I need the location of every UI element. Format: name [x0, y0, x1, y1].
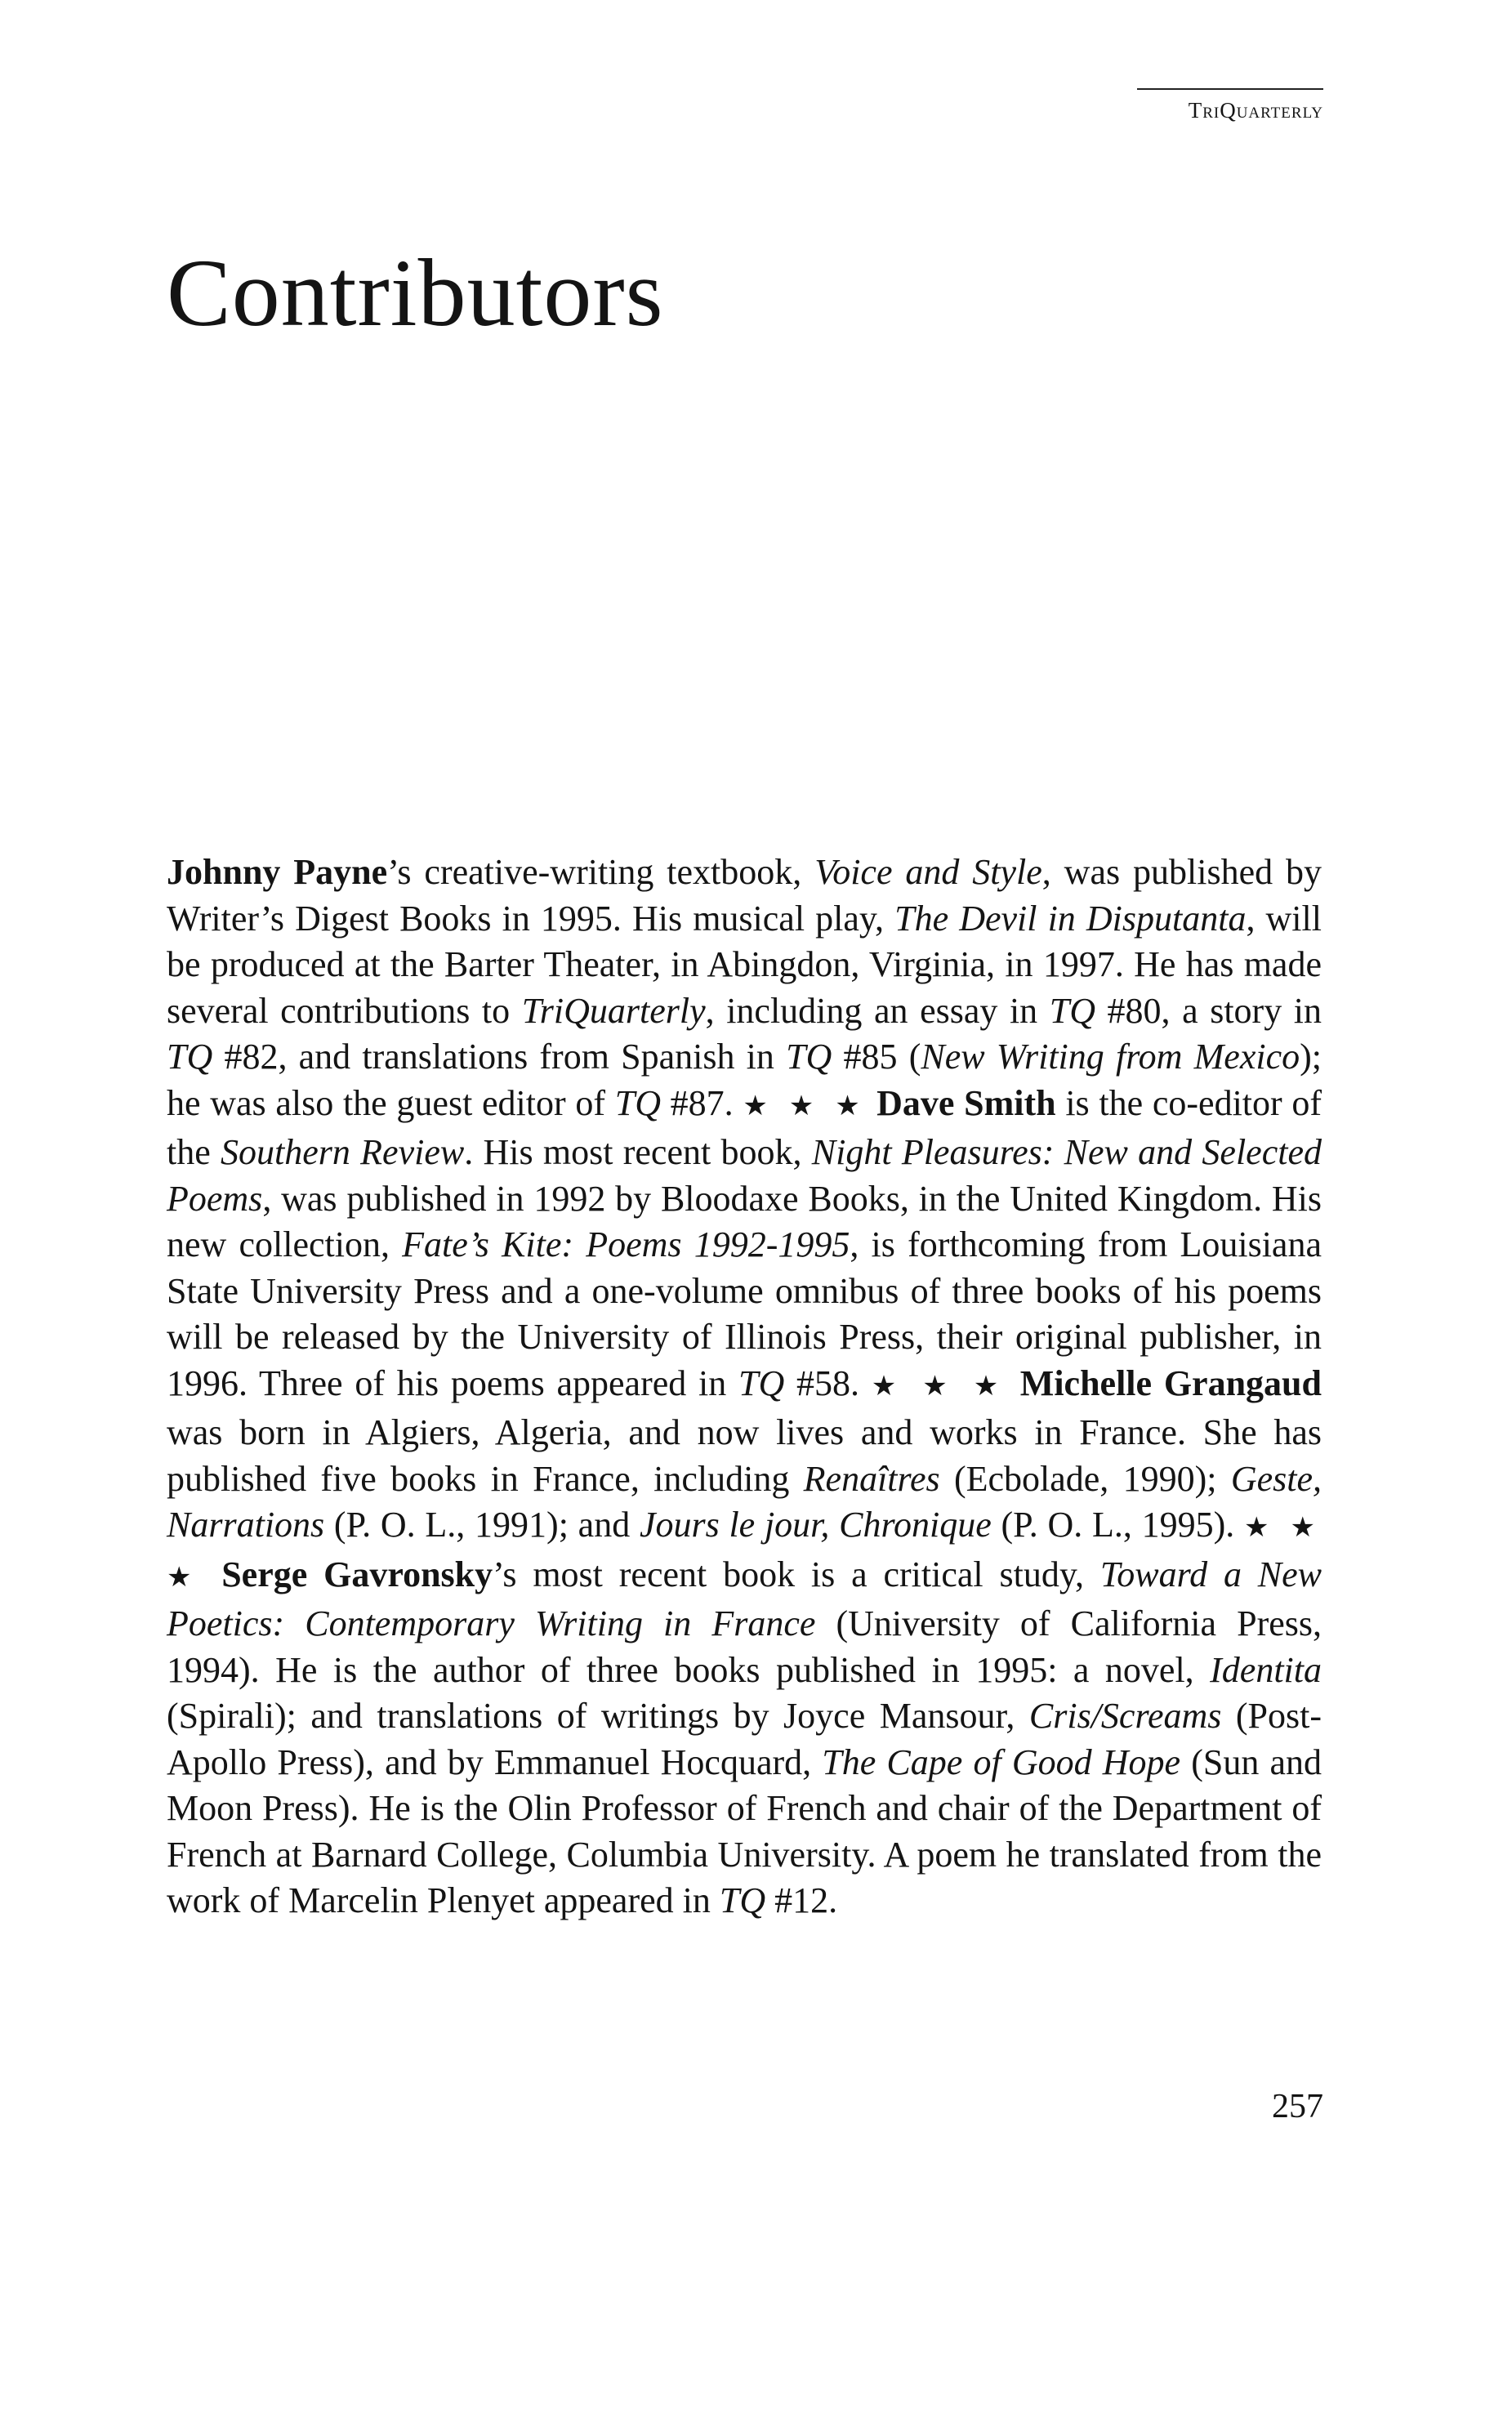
star-separator: ★ ★ ★ [871, 1371, 1009, 1402]
star-separator: ★ ★ ★ [743, 1090, 868, 1122]
star-separator: ★ ★ ★ [167, 1513, 1322, 1593]
entry-payne: Johnny Payne’s creative-writing textbook, Voice and Style, was published by Writer’s Digest Books in 1995. His musical play, The Devil in Disputanta, will be produced at the Barter Theater, in Abingdon, Virginia, in 1997. He has made several contributions to TriQuarterly, including an essay in TQ #80, a story in TQ #82, and translations from Spanish in TQ #85 (New Writing from Mexico); he was also the guest editor of TQ #87. [167, 852, 1322, 1123]
page-title: Contributors [167, 239, 664, 346]
contributor-name: Michelle Grangaud [1019, 1362, 1322, 1403]
contributors-text [167, 850, 1322, 1924]
entry-gavronsky: Serge Gavronsky’s most recent book is a critical study, Toward a New Poetics: Contemporary Writing in France (University of California Press, 1994). He is the author of three books published in 1995: a novel, Identita (Spirali); and translations of writings by Joyce Mansour, Cris/Screams (Post-Apollo Press), and by Emmanuel Hocquard, The Cape of Good Hope (Sun and Moon Press). He is the Olin Professor of French and chair of the Department of French at Barnard College, Columbia University. A poem he translated from the work of Marcelin Plenyet appeared in TQ #12. [167, 1554, 1322, 1920]
contributor-name: Johnny Payne [167, 852, 388, 892]
running-head: TriQuarterly [1137, 88, 1323, 123]
contributor-name: Serge Gavronsky [221, 1554, 493, 1594]
entry-smith: Dave Smith is the co-editor of the Southern Review. His most recent book, Night Pleasures: New and Selected Poems, was published in 1992 by Bloodaxe Books, in the United Kingdom. His new collection, Fate’s Kite: Poems 1992-1995, is forthcoming from Louisiana State University Press and a one-volume omnibus of three books of his poems will be released by the University of Illinois Press, their original publisher, in 1996. Three of his poems appeared in TQ #58. [167, 1082, 1322, 1403]
page-number: 257 [1272, 2088, 1323, 2125]
entry-grangaud: Michelle Grangaud was born in Algiers, Algeria, and now lives and works in France. She has published five books in France, including Renaîtres (Ecbolade, 1990); Geste, Narrations (P. O. L., 1991); and Jours le jour, Chronique (P. O. L., 1995). [167, 1362, 1322, 1545]
contributor-name: Dave Smith [876, 1082, 1056, 1123]
